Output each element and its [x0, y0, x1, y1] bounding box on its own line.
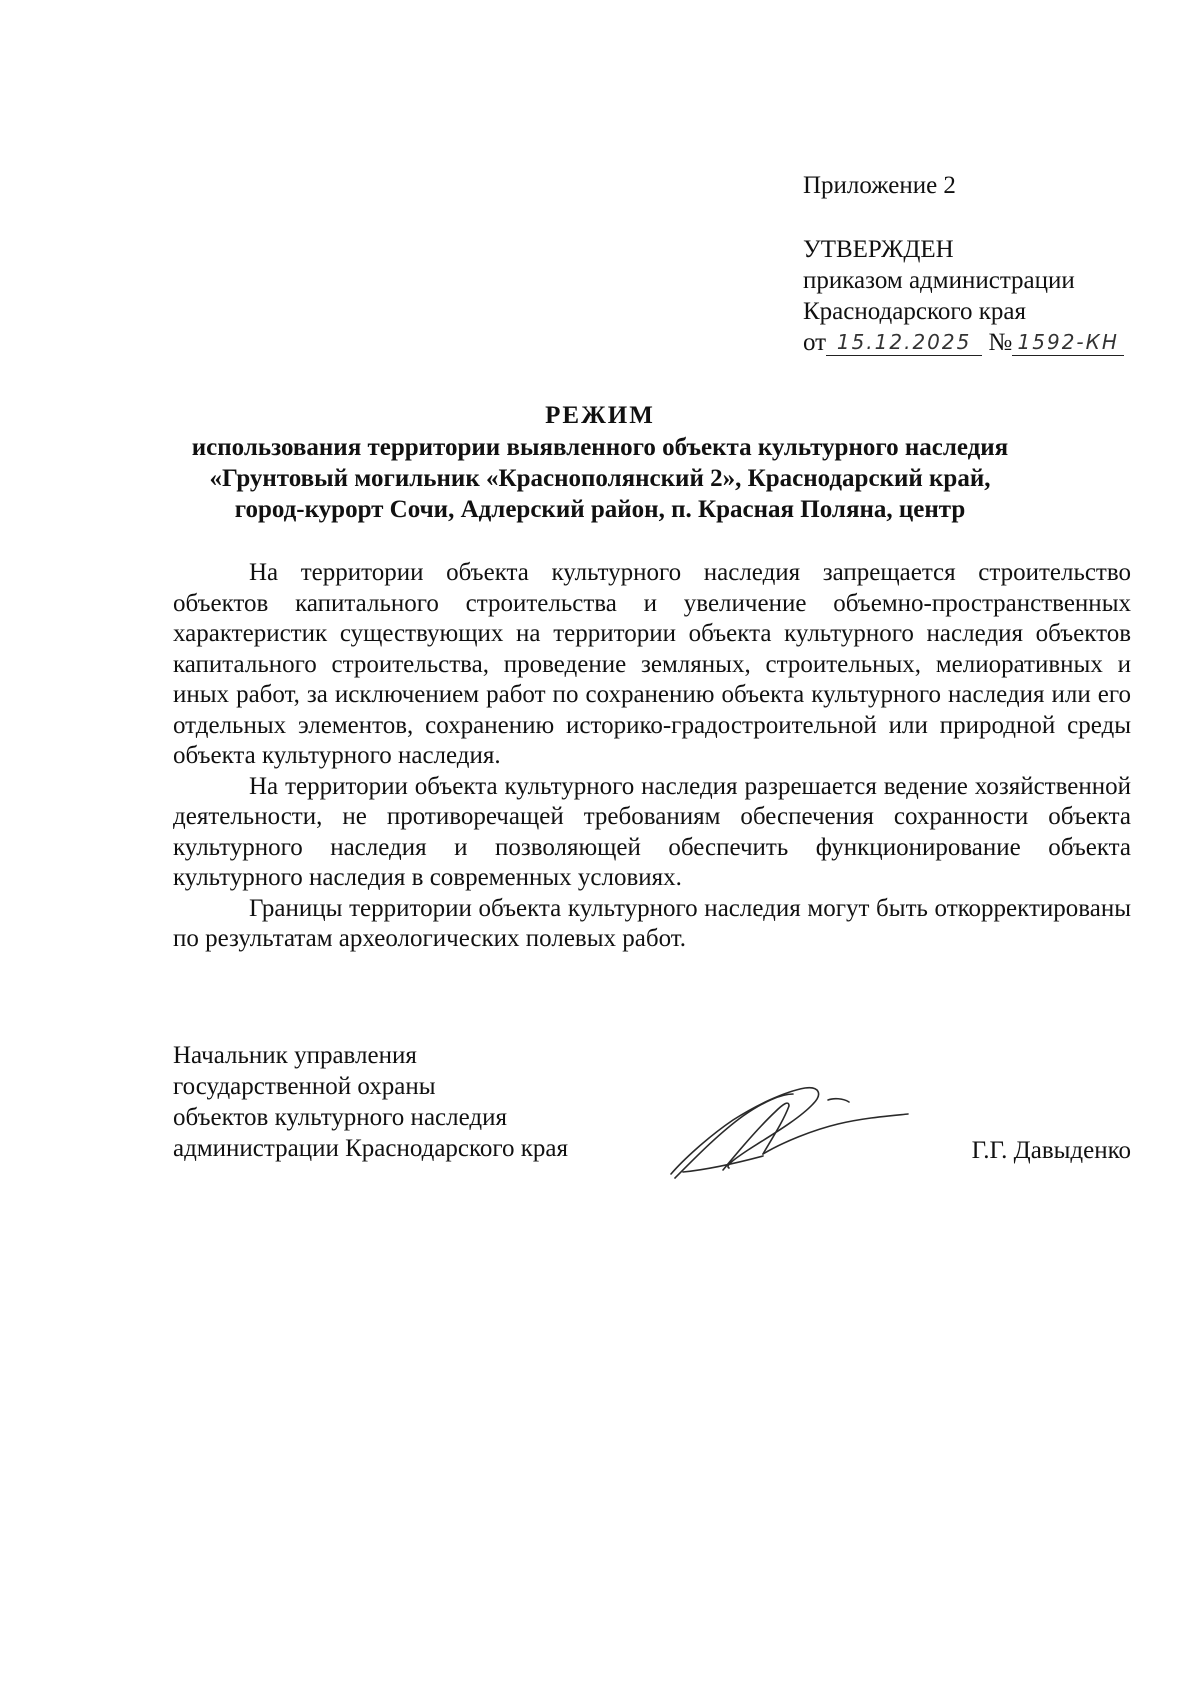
signer-position [173, 1040, 568, 1164]
title-line-3: город-курорт Сочи, Адлерский район, п. Красная Поляна, центр [234, 496, 966, 523]
approval-block [803, 170, 1173, 358]
signer-name: Г.Г. Давыденко [971, 1137, 1131, 1164]
number-prefix: № [988, 329, 1013, 356]
document-title [150, 400, 1050, 525]
date-prefix: от [803, 329, 827, 356]
approved-region: Краснодарского края [803, 298, 1026, 325]
position-line-3: объектов культурного наследия [173, 1104, 507, 1131]
document-body [173, 558, 1131, 955]
position-line-2: государственной охраны [173, 1073, 436, 1100]
appendix-label: Приложение 2 [803, 172, 956, 199]
approved-label: УТВЕРЖДЕН [803, 236, 954, 263]
position-line-4: администрации Краснодарского края [173, 1135, 569, 1162]
title-line-2: «Грунтовый могильник «Краснополянский 2», Краснодарский край, [209, 465, 991, 492]
approved-by-order: приказом администрации [803, 267, 1075, 294]
title-heading: РЕЖИМ [545, 402, 655, 429]
position-line-1: Начальник управления [173, 1042, 417, 1069]
signature-block [173, 1040, 1131, 1190]
handwritten-signature-icon [663, 1082, 933, 1182]
paragraph-boundaries: Границы территории объекта культурного наследия могут быть откорректированы по результатам археологических полевых работ. [173, 894, 1131, 952]
order-date-number-line [803, 327, 1173, 358]
order-number: 1592-КН [1012, 328, 1124, 356]
paragraph-permissions: На территории объекта культурного наследия разрешается ведение хозяйственной деятельности, не противоречащей требованиям обеспечения сохранности объекта культурного наследия и позволяющей обеспечить функционирование объекта культурного наследия в современных условиях. [173, 772, 1131, 891]
title-line-1: использования территории выявленного объекта культурного наследия [191, 434, 1009, 461]
paragraph-prohibitions: На территории объекта культурного наследия запрещается строительство объектов капитального строительства и увеличение объемно-пространственных характеристик существующих на территории объекта культурного наследия объектов капитального строительства, проведение земляных, строительных, мелиоративных и иных работ, за исключением работ по сохранению объекта культурного наследия или его отдельных элементов, сохранению историко-градостроительной или природной среды объекта культурного наследия. [173, 559, 1131, 769]
order-date: 15.12.2025 [826, 328, 982, 356]
